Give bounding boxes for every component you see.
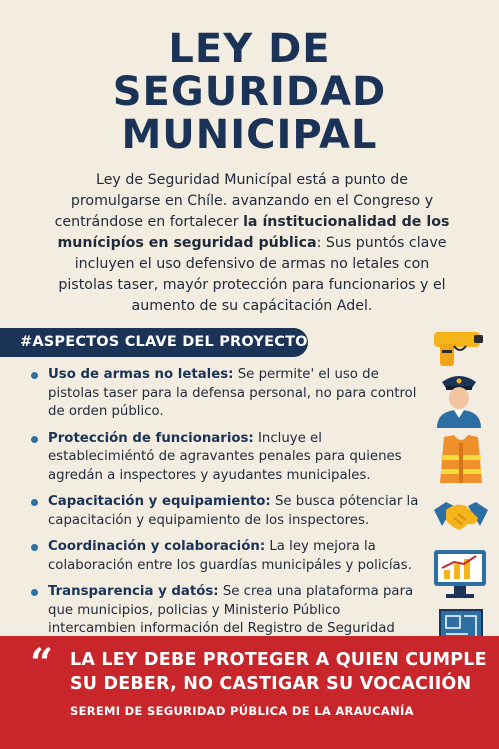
bullet-label: Capacitación y equipamiento: bbox=[48, 494, 271, 509]
bullet-dot bbox=[31, 436, 38, 443]
bullet-label: Coordinación y colaboración: bbox=[48, 539, 266, 554]
quote-line-2: SU DEBER, NO CASTIGAR SU VOCACIIÓN bbox=[70, 674, 472, 694]
quote-source: SEREMI DE SEGURIDAD PÚBLICA DE LA ARAUCANÍA bbox=[70, 704, 414, 718]
list-item bbox=[30, 430, 425, 486]
quote-text bbox=[70, 648, 490, 696]
bullet-dot bbox=[31, 544, 38, 551]
bullet-text: Incluye el establecimiéntó de agravantes penales para quienes agredán a inspectores y ayudantes municipales. bbox=[48, 430, 402, 483]
bullet-text: La ley mejora la colaboración entre los guardías municipáles y policías. bbox=[48, 539, 412, 573]
title-line-2: SEGURIDAD bbox=[112, 69, 387, 115]
bullet-dot bbox=[31, 499, 38, 506]
safety-vest-icon bbox=[438, 433, 484, 485]
section-heading: #ASPECTOS CLAVE DEL PROYECTO bbox=[0, 328, 308, 357]
bullet-text: Se busca pótenciar la capacitación y equipamiento de los inspectores. bbox=[48, 494, 419, 528]
list-item bbox=[30, 538, 425, 575]
chart-monitor-icon bbox=[432, 548, 488, 600]
bullet-dot bbox=[31, 589, 38, 596]
bullet-label: Transparencia y datós: bbox=[48, 584, 219, 599]
bullet-label: Uso de armas no letales: bbox=[48, 367, 234, 382]
list-item bbox=[30, 493, 425, 530]
quote-line-1: LA LEY DEBE PROTEGER A QUIEN CUMPLE bbox=[70, 650, 487, 670]
intro-text-2: : Sus puntós clave incluyen el uso defensivo de armas no letales con pistolas taser, mayór protección para funcionarios y el aumento de su capácitación Adel. bbox=[58, 235, 447, 314]
intro-paragraph bbox=[52, 170, 452, 317]
police-officer-icon bbox=[434, 372, 484, 428]
list-item bbox=[30, 366, 425, 422]
title-line-1: LEY DE bbox=[168, 26, 331, 72]
intro-text-1: Ley de Seguridad Municípal está a punto de promulgarse en Chíle. avanzando en el Congreso y centrándose en fortalecer bbox=[54, 172, 434, 230]
bullet-label: Protección de funcionarios: bbox=[48, 430, 254, 446]
quote-mark-icon: “ bbox=[30, 640, 54, 687]
bullet-dot bbox=[31, 372, 38, 379]
bullet-text: Se crea una plataforma para que municipios, policias y Ministerio Público intercambien información del Registro de Seguridad bbox=[48, 584, 414, 636]
page-title bbox=[0, 28, 499, 157]
taser-icon bbox=[430, 326, 486, 368]
intro-bold-text: la ínstitucionalidad de los munícipíos en seguridad pública bbox=[57, 214, 450, 251]
handshake-icon bbox=[432, 496, 490, 536]
bullet-text: Se permite' el uso de pistolas taser para la defensa personal, no para control de orden público. bbox=[48, 367, 417, 419]
title-line-3: MUNICIPAL bbox=[121, 112, 378, 158]
key-points-list bbox=[30, 366, 425, 665]
